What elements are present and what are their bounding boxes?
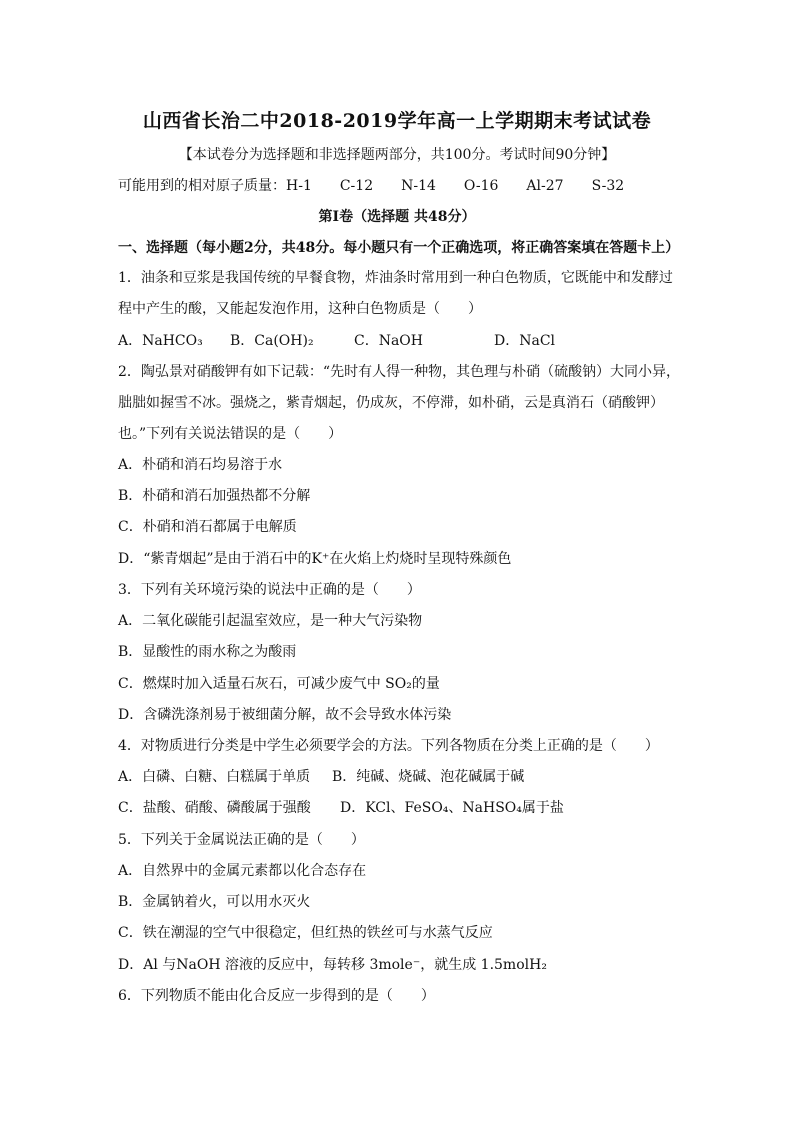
question-stem: 也。”下列有关说法错误的是（ ） (118, 426, 343, 442)
question-stem: 5．下列关于金属说法正确的是（ ） (118, 832, 365, 848)
option-a: A．NaHCO₃ (118, 333, 203, 349)
question-stem: 2．陶弘景对硝酸钾有如下记载：“先时有人得一种物，其色理与朴硝（硫酸钠）大同小异， (118, 364, 681, 380)
option-b: B．金属钠着火，可以用水灭火 (118, 894, 311, 910)
option-c: C．NaOH (354, 333, 423, 349)
option-a: A．白磷、白糖、白糕属于单质 (118, 769, 311, 785)
question-stem: 4．对物质进行分类是中学生必须要学会的方法。下列各物质在分类上正确的是（ ） (118, 738, 659, 754)
option-c: C．朴硝和消石都属于电解质 (118, 519, 297, 535)
option-d: D．Al 与NaOH 溶液的反应中，每转移 3mole⁻，就生成 1.5molH₂ (118, 957, 547, 973)
option-d: D．KCl、FeSO₄、NaHSO₄属于盐 (340, 800, 564, 816)
option-d: D．“紫青烟起”是由于消石中的K⁺在火焰上灼烧时呈现特殊颜色 (118, 551, 512, 567)
option-b: B．朴硝和消石加强热都不分解 (118, 488, 311, 504)
question-stem: 朏朏如握雪不冰。强烧之，紫青烟起，仍成灰，不停滞，如朴硝，云是真消石（硝酸钾） (118, 395, 664, 411)
exam-intro: 【本试卷分为选择题和非选择题两部分，共100分。考试时间90分钟】 (178, 147, 616, 163)
option-c: C．铁在潮湿的空气中很稳定，但红热的铁丝可与水蒸气反应 (118, 925, 493, 941)
question-stem: 6．下列物质不能由化合反应一步得到的是（ ） (118, 988, 435, 1004)
question-stem: 3．下列有关环境污染的说法中正确的是（ ） (118, 582, 421, 598)
atomic-masses: 可能用到的相对原子质量：H-1 C-12 N-14 O-16 Al-27 S-32 (118, 178, 625, 194)
option-row (118, 767, 524, 787)
option-c: C．盐酸、硝酸、磷酸属于强酸 (118, 800, 311, 816)
page-title: 山西省长治二中2018-2019学年高一上学期期末考试试卷 (142, 110, 652, 132)
option-row (118, 798, 564, 818)
option-a: A．朴硝和消石均易溶于水 (118, 457, 283, 473)
option-d: D．含磷洗涤剂易于被细菌分解，故不会导致水体污染 (118, 707, 452, 723)
section-title: 一、选择题（每小题2分，共48分。每小题只有一个正确选项，将正确答案填在答题卡上） (118, 240, 680, 256)
option-a: A．二氧化碳能引起温室效应，是一种大气污染物 (118, 613, 423, 629)
question-stem: 1．油条和豆浆是我国传统的早餐食物，炸油条时常用到一种白色物质，它既能中和发酵过 (118, 270, 673, 286)
option-b: B．Ca(OH)₂ (230, 333, 314, 349)
option-d: D．NaCl (494, 333, 556, 349)
option-a: A．自然界中的金属元素都以化合态存在 (118, 863, 367, 879)
option-row (118, 331, 555, 351)
option-c: C．燃煤时加入适量石灰石，可减少废气中 SO₂的量 (118, 676, 440, 692)
option-b: B．显酸性的雨水称之为酸雨 (118, 644, 297, 660)
option-b: B．纯碱、烧碱、泡花碱属于碱 (332, 769, 525, 785)
question-stem: 程中产生的酸，又能起发泡作用，这种白色物质是（ ） (118, 301, 482, 317)
part-title: 第Ⅰ卷（选择题 共48分） (318, 209, 476, 225)
